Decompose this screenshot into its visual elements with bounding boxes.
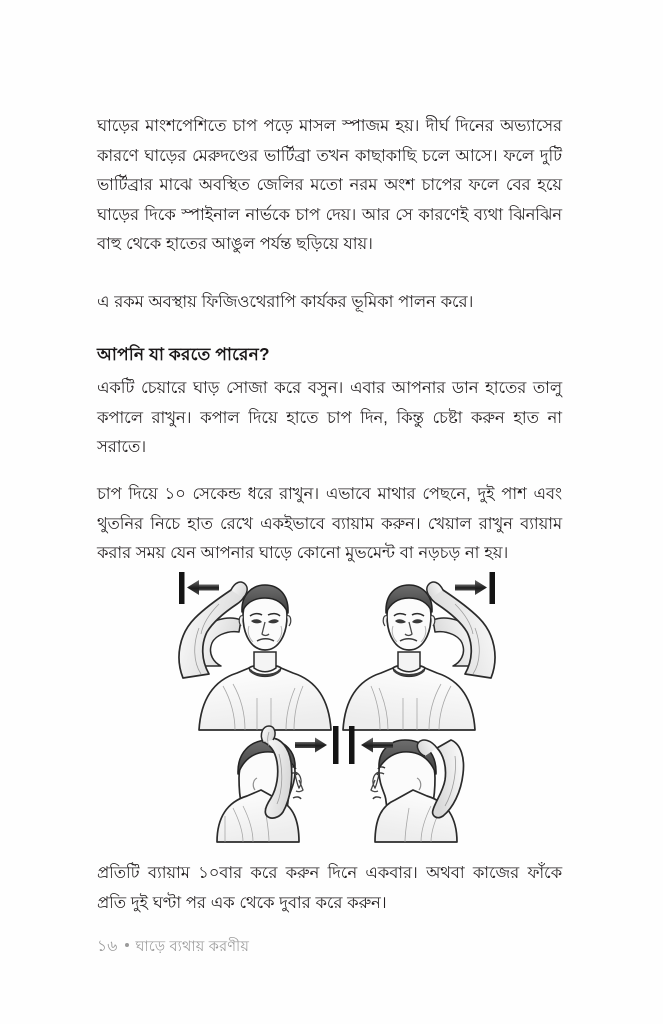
arrow-right-icon: [455, 580, 487, 595]
paragraph-physiotherapy: এ রকম অবস্থায় ফিজিওথেরাপি কার্যকর ভূমিকা পালন করে।: [97, 293, 474, 311]
wall-bar-icon: [179, 572, 185, 604]
wall-bar-icon: [349, 726, 355, 764]
illustration-panel-top-right: [343, 572, 495, 730]
footer-page-number: ১৬: [97, 938, 118, 955]
footer-separator-dot: [125, 943, 129, 947]
section-heading: আপনি যা করতে পারেন?: [97, 344, 270, 365]
exercise-illustration-svg: [157, 566, 517, 851]
illustration-center-bars: [295, 726, 393, 764]
footer-running-title: ঘাড়ে ব্যথায় করণীয়: [135, 939, 250, 955]
arrow-right-icon: [295, 738, 327, 753]
paragraph-intro: ঘাড়ের মাংশপেশিতে চাপ পড়ে মাসল স্পাজম হয়। দীর্ঘ দিনের অভ্যাসের কারণে ঘাড়ের মেরুদণ্ডের ভার্টিব্রা তখন কাছাকাছি চলে আসে। ফলে দুটি ভার্টিব্রার মাঝে অবস্থিত জেলির মতো নরম অংশ চাপের ফলে বের হয়ে ঘাড়ের দিকে স্পাইনাল নার্ভকে চাপ দেয়। আর সে কারণেই ব্যথা ঝিনঝিন বাহু থেকে হাতের আঙুল পর্যন্ত ছড়িয়ে যায়।: [97, 117, 562, 253]
paragraph-repetitions: প্রতিটি ব্যায়াম ১০বার করে করুন দিনে একবার। অথবা কাজের ফাঁকে প্রতি দুই ঘণ্টা পর এক থেকে দুবার করে করুন।: [97, 864, 562, 912]
wall-bar-icon: [333, 726, 339, 764]
arrow-left-icon: [187, 580, 219, 595]
page-footer: [97, 934, 249, 960]
illustration-panel-bottom-left: [217, 726, 303, 842]
paragraph-step-two: চাপ দিয়ে ১০ সেকেন্ড ধরে রাখুন। এভাবে মাথার পেছনে, দুই পাশ এবং থুতনির নিচে হাত রেখে একইভাবে ব্যায়াম করুন। খেয়াল রাখুন ব্যায়াম করার সময় যেন আপনার ঘাড়ে কোনো মুভমেন্ট বা নড়চড় না হয়।: [97, 485, 562, 562]
paragraph-step-one: একটি চেয়ারে ঘাড় সোজা করে বসুন। এবার আপনার ডান হাতের তালু কপালে রাখুন। কপাল দিয়ে হাতে চাপ দিন, কিন্তু চেষ্টা করুন হাত না সরাতে।: [97, 379, 562, 456]
wall-bar-icon: [490, 572, 496, 604]
illustration-panel-bottom-right: [371, 740, 464, 842]
exercise-illustration: [157, 566, 517, 851]
illustration-panel-top-left: [179, 572, 331, 730]
page-content: [97, 0, 562, 1024]
